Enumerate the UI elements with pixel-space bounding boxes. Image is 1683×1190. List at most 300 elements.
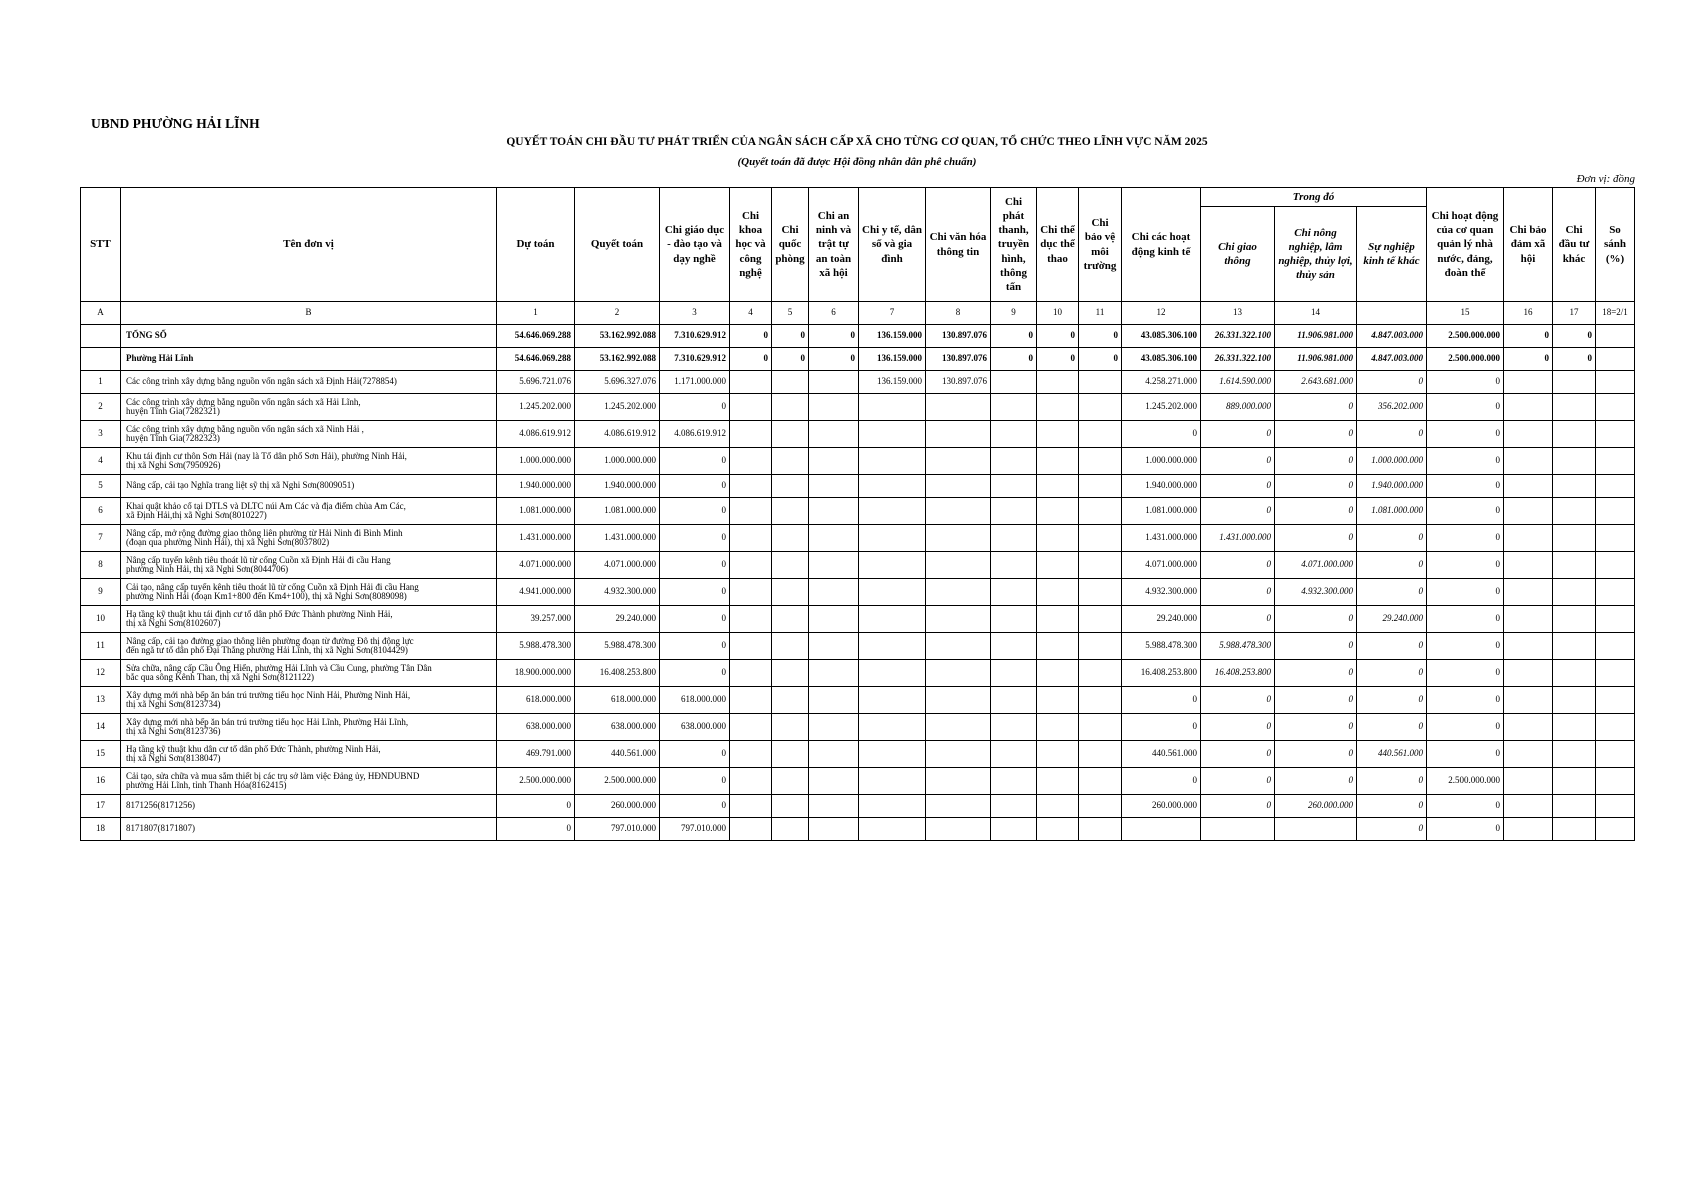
- cell-the-duc: [1037, 633, 1079, 660]
- cell-phat-thanh: [991, 768, 1037, 795]
- cell-du-toan: 1.940.000.000: [497, 475, 575, 498]
- cell-stt: [81, 348, 121, 371]
- cell-phat-thanh: [991, 606, 1037, 633]
- cell-quoc-phong: [772, 795, 809, 818]
- cell-dau-tu-khac: [1553, 818, 1596, 841]
- cell-qlnn: 0: [1427, 394, 1504, 421]
- cell-ten: Nâng cấp, cải tạo Nghĩa trang liệt sỹ thị xã Nghi Sơn(8009051): [121, 475, 497, 498]
- table-row: [81, 421, 1635, 448]
- cell-qlnn: 0: [1427, 633, 1504, 660]
- cell-dau-tu-khac: [1553, 606, 1596, 633]
- cell-qlnn: 0: [1427, 552, 1504, 579]
- cell-su-nghiep: 0: [1357, 633, 1427, 660]
- cell-bao-dam: [1504, 421, 1553, 448]
- cell-stt: 3: [81, 421, 121, 448]
- cell-du-toan: 4.086.619.912: [497, 421, 575, 448]
- cell-ten: Cải tạo, sửa chữa và mua sắm thiết bị các trụ sở làm việc Đảng ủy, HĐNDUBND phường Hải Lĩnh, tỉnh Thanh Hóa(8162415): [121, 768, 497, 795]
- cell-khcn: [730, 475, 772, 498]
- col-header-education: Chi giáo dục - đào tạo và dạy nghề: [660, 188, 730, 302]
- cell-so-sanh: [1596, 552, 1635, 579]
- cell-so-sanh: [1596, 660, 1635, 687]
- cell-su-nghiep: 1.940.000.000: [1357, 475, 1427, 498]
- cell-the-duc: [1037, 795, 1079, 818]
- cell-quoc-phong: [772, 371, 809, 394]
- cell-du-toan: 2.500.000.000: [497, 768, 575, 795]
- cell-giao-thong: 26.331.322.100: [1201, 348, 1275, 371]
- cell-so-sanh: [1596, 768, 1635, 795]
- cell-khcn: [730, 795, 772, 818]
- cell-nong-nghiep: 0: [1275, 660, 1357, 687]
- cell-dau-tu-khac: [1553, 768, 1596, 795]
- col-header-of-which: Trong đó: [1201, 188, 1427, 207]
- cell-so-sanh: [1596, 795, 1635, 818]
- cell-moi-truong: [1079, 741, 1122, 768]
- cell-van-hoa: 130.897.076: [926, 348, 991, 371]
- cell-an-ninh: [809, 475, 859, 498]
- cell-van-hoa: [926, 421, 991, 448]
- cell-van-hoa: [926, 498, 991, 525]
- cell-bao-dam: [1504, 579, 1553, 606]
- cell-giao-duc: 0: [660, 579, 730, 606]
- cell-phat-thanh: [991, 448, 1037, 475]
- column-index-cell: 10: [1037, 302, 1079, 325]
- cell-su-nghiep: 356.202.000: [1357, 394, 1427, 421]
- cell-kinh-te: 16.408.253.800: [1122, 660, 1201, 687]
- cell-nong-nghiep: 0: [1275, 606, 1357, 633]
- cell-so-sanh: [1596, 741, 1635, 768]
- col-header-broadcast: Chi phát thanh, truyền hình, thông tấn: [991, 188, 1037, 302]
- cell-du-toan: 1.000.000.000: [497, 448, 575, 475]
- cell-nong-nghiep: 0: [1275, 421, 1357, 448]
- cell-qlnn: 0: [1427, 371, 1504, 394]
- cell-stt: 5: [81, 475, 121, 498]
- col-header-social-security: Chi bảo đảm xã hội: [1504, 188, 1553, 302]
- cell-van-hoa: [926, 448, 991, 475]
- col-header-stt: STT: [81, 188, 121, 302]
- cell-so-sanh: [1596, 606, 1635, 633]
- cell-phat-thanh: [991, 633, 1037, 660]
- cell-phat-thanh: [991, 498, 1037, 525]
- cell-y-te: [859, 795, 926, 818]
- cell-y-te: [859, 818, 926, 841]
- cell-nong-nghiep: 0: [1275, 448, 1357, 475]
- cell-quyet-toan: 4.932.300.000: [575, 579, 660, 606]
- cell-du-toan: 4.941.000.000: [497, 579, 575, 606]
- cell-quyet-toan: 5.696.327.076: [575, 371, 660, 394]
- cell-ten: Các công trình xây dựng bằng nguồn vốn ngân sách xã Định Hải(7278854): [121, 371, 497, 394]
- cell-quyet-toan: 29.240.000: [575, 606, 660, 633]
- cell-moi-truong: [1079, 633, 1122, 660]
- cell-an-ninh: [809, 421, 859, 448]
- col-header-security: Chi an ninh và trật tự an toàn xã hội: [809, 188, 859, 302]
- cell-khcn: [730, 818, 772, 841]
- table-row: [81, 475, 1635, 498]
- table-body: [81, 302, 1635, 841]
- cell-quyet-toan: 2.500.000.000: [575, 768, 660, 795]
- cell-du-toan: 5.988.478.300: [497, 633, 575, 660]
- cell-quyet-toan: 1.431.000.000: [575, 525, 660, 552]
- cell-giao-duc: 0: [660, 448, 730, 475]
- cell-su-nghiep: 4.847.003.000: [1357, 348, 1427, 371]
- cell-phat-thanh: [991, 660, 1037, 687]
- cell-van-hoa: [926, 768, 991, 795]
- cell-giao-thong: 1.614.590.000: [1201, 371, 1275, 394]
- cell-dau-tu-khac: [1553, 448, 1596, 475]
- cell-nong-nghiep: [1275, 818, 1357, 841]
- report-title: QUYẾT TOÁN CHI ĐẦU TƯ PHÁT TRIỂN CỦA NGÂN SÁCH CẤP XÃ CHO TỪNG CƠ QUAN, TỔ CHỨC THEO LĨNH VỰC NĂM 2025: [506, 136, 1208, 148]
- column-index-cell: 15: [1427, 302, 1504, 325]
- cell-giao-thong: 0: [1201, 552, 1275, 579]
- cell-kinh-te: 1.000.000.000: [1122, 448, 1201, 475]
- cell-so-sanh: [1596, 818, 1635, 841]
- cell-van-hoa: [926, 525, 991, 552]
- cell-stt: 16: [81, 768, 121, 795]
- cell-kinh-te: 0: [1122, 768, 1201, 795]
- cell-dau-tu-khac: [1553, 525, 1596, 552]
- cell-quoc-phong: [772, 498, 809, 525]
- cell-nong-nghiep: 0: [1275, 741, 1357, 768]
- cell-kinh-te: 4.932.300.000: [1122, 579, 1201, 606]
- cell-giao-duc: 638.000.000: [660, 714, 730, 741]
- cell-phat-thanh: [991, 552, 1037, 579]
- cell-giao-duc: 0: [660, 525, 730, 552]
- table-row: [81, 818, 1635, 841]
- cell-ten: Các công trình xây dựng bằng nguồn vốn ngân sách xã Ninh Hải , huyện Tĩnh Gia(7282323): [121, 421, 497, 448]
- cell-moi-truong: 0: [1079, 348, 1122, 371]
- cell-y-te: [859, 394, 926, 421]
- cell-phat-thanh: [991, 714, 1037, 741]
- cell-stt: 12: [81, 660, 121, 687]
- cell-qlnn: 0: [1427, 795, 1504, 818]
- cell-qlnn: 2.500.000.000: [1427, 348, 1504, 371]
- cell-y-te: 136.159.000: [859, 371, 926, 394]
- table-row: [81, 741, 1635, 768]
- cell-y-te: [859, 741, 926, 768]
- cell-an-ninh: [809, 498, 859, 525]
- column-index-cell: 1: [497, 302, 575, 325]
- col-header-unit-name: Tên đơn vị: [121, 188, 497, 302]
- cell-khcn: [730, 421, 772, 448]
- cell-stt: 6: [81, 498, 121, 525]
- cell-an-ninh: [809, 579, 859, 606]
- cell-van-hoa: [926, 714, 991, 741]
- cell-nong-nghiep: 2.643.681.000: [1275, 371, 1357, 394]
- cell-su-nghiep: 29.240.000: [1357, 606, 1427, 633]
- cell-bao-dam: [1504, 394, 1553, 421]
- cell-giao-thong: 0: [1201, 795, 1275, 818]
- cell-qlnn: 0: [1427, 498, 1504, 525]
- cell-kinh-te: 4.071.000.000: [1122, 552, 1201, 579]
- table-row: [81, 498, 1635, 525]
- cell-phat-thanh: [991, 421, 1037, 448]
- column-index-cell: 9: [991, 302, 1037, 325]
- cell-giao-thong: 0: [1201, 714, 1275, 741]
- cell-stt: [81, 325, 121, 348]
- cell-ten: Nâng cấp, mở rộng đường giao thông liên phường từ Hải Ninh đi Bình Minh (đoạn qua phường Ninh Hải), thị xã Nghi Sơn(8037802): [121, 525, 497, 552]
- cell-nong-nghiep: 0: [1275, 475, 1357, 498]
- cell-kinh-te: 5.988.478.300: [1122, 633, 1201, 660]
- column-index-cell: 5: [772, 302, 809, 325]
- cell-bao-dam: [1504, 795, 1553, 818]
- cell-ten: Cải tạo, nâng cấp tuyến kênh tiêu thoát lũ từ cống Cuồn xã Định Hải đi cầu Hang phường Ninh Hải (đoạn Km1+800 đến Km4+100), thị xã Nghi Sơn(8089098): [121, 579, 497, 606]
- cell-ten: Hạ tầng kỹ thuật khu dân cư tổ dân phố Đức Thành, phường Ninh Hải, thị xã Nghi Sơn(8138047): [121, 741, 497, 768]
- cell-moi-truong: [1079, 687, 1122, 714]
- cell-kinh-te: 43.085.306.100: [1122, 325, 1201, 348]
- cell-van-hoa: [926, 475, 991, 498]
- cell-giao-thong: 0: [1201, 741, 1275, 768]
- cell-su-nghiep: 0: [1357, 525, 1427, 552]
- cell-phat-thanh: [991, 795, 1037, 818]
- summary-row: [81, 325, 1635, 348]
- col-header-comparison: So sánh (%): [1596, 188, 1635, 302]
- cell-quoc-phong: [772, 768, 809, 795]
- cell-y-te: [859, 660, 926, 687]
- cell-kinh-te: 0: [1122, 421, 1201, 448]
- cell-qlnn: 0: [1427, 687, 1504, 714]
- cell-giao-thong: [1201, 818, 1275, 841]
- cell-quoc-phong: [772, 525, 809, 552]
- column-index-cell: 16: [1504, 302, 1553, 325]
- cell-quyet-toan: 638.000.000: [575, 714, 660, 741]
- col-header-other-investment: Chi đầu tư khác: [1553, 188, 1596, 302]
- cell-dau-tu-khac: [1553, 552, 1596, 579]
- cell-dau-tu-khac: [1553, 795, 1596, 818]
- cell-moi-truong: [1079, 818, 1122, 841]
- table-row: [81, 633, 1635, 660]
- cell-du-toan: 1.245.202.000: [497, 394, 575, 421]
- cell-nong-nghiep: 260.000.000: [1275, 795, 1357, 818]
- cell-quoc-phong: [772, 660, 809, 687]
- cell-an-ninh: [809, 687, 859, 714]
- cell-bao-dam: [1504, 552, 1553, 579]
- cell-an-ninh: [809, 448, 859, 475]
- cell-bao-dam: [1504, 768, 1553, 795]
- cell-the-duc: [1037, 579, 1079, 606]
- cell-moi-truong: [1079, 714, 1122, 741]
- cell-giao-thong: 0: [1201, 768, 1275, 795]
- cell-moi-truong: [1079, 660, 1122, 687]
- cell-moi-truong: [1079, 552, 1122, 579]
- cell-dau-tu-khac: [1553, 579, 1596, 606]
- cell-giao-duc: 618.000.000: [660, 687, 730, 714]
- column-index-cell: 18=2/1: [1596, 302, 1635, 325]
- table-row: [81, 606, 1635, 633]
- cell-quyet-toan: 4.086.619.912: [575, 421, 660, 448]
- cell-dau-tu-khac: 0: [1553, 348, 1596, 371]
- cell-kinh-te: 0: [1122, 687, 1201, 714]
- cell-van-hoa: [926, 818, 991, 841]
- cell-quoc-phong: [772, 818, 809, 841]
- cell-phat-thanh: 0: [991, 348, 1037, 371]
- cell-an-ninh: [809, 660, 859, 687]
- cell-stt: 18: [81, 818, 121, 841]
- cell-ten: Các công trình xây dựng bằng nguồn vốn ngân sách xã Hải Lĩnh, huyện Tĩnh Gia(7282321): [121, 394, 497, 421]
- cell-khcn: [730, 579, 772, 606]
- cell-y-te: [859, 525, 926, 552]
- cell-y-te: [859, 475, 926, 498]
- cell-quoc-phong: 0: [772, 348, 809, 371]
- cell-quyet-toan: 260.000.000: [575, 795, 660, 818]
- cell-stt: 10: [81, 606, 121, 633]
- cell-stt: 9: [81, 579, 121, 606]
- cell-y-te: [859, 579, 926, 606]
- cell-bao-dam: [1504, 525, 1553, 552]
- cell-khcn: [730, 606, 772, 633]
- cell-an-ninh: [809, 795, 859, 818]
- cell-kinh-te: [1122, 818, 1201, 841]
- cell-giao-duc: 0: [660, 660, 730, 687]
- cell-y-te: [859, 606, 926, 633]
- header-row-top: [81, 188, 1635, 207]
- cell-quyet-toan: 440.561.000: [575, 741, 660, 768]
- cell-so-sanh: [1596, 394, 1635, 421]
- cell-phat-thanh: [991, 371, 1037, 394]
- cell-moi-truong: [1079, 448, 1122, 475]
- column-index-cell: 11: [1079, 302, 1122, 325]
- cell-su-nghiep: 0: [1357, 421, 1427, 448]
- cell-an-ninh: 0: [809, 348, 859, 371]
- cell-van-hoa: [926, 660, 991, 687]
- cell-quoc-phong: [772, 448, 809, 475]
- cell-qlnn: 0: [1427, 714, 1504, 741]
- cell-so-sanh: [1596, 714, 1635, 741]
- cell-an-ninh: [809, 818, 859, 841]
- cell-giao-thong: 0: [1201, 687, 1275, 714]
- cell-dau-tu-khac: [1553, 633, 1596, 660]
- cell-giao-duc: 0: [660, 768, 730, 795]
- cell-so-sanh: [1596, 448, 1635, 475]
- cell-kinh-te: 1.081.000.000: [1122, 498, 1201, 525]
- cell-phat-thanh: [991, 475, 1037, 498]
- cell-nong-nghiep: 0: [1275, 498, 1357, 525]
- cell-dau-tu-khac: [1553, 660, 1596, 687]
- cell-giao-duc: 0: [660, 633, 730, 660]
- cell-khcn: [730, 371, 772, 394]
- cell-the-duc: [1037, 552, 1079, 579]
- cell-nong-nghiep: 0: [1275, 394, 1357, 421]
- cell-an-ninh: [809, 552, 859, 579]
- column-index-cell: 14: [1275, 302, 1357, 325]
- cell-quoc-phong: [772, 741, 809, 768]
- cell-the-duc: [1037, 475, 1079, 498]
- cell-qlnn: 0: [1427, 660, 1504, 687]
- cell-su-nghiep: 0: [1357, 768, 1427, 795]
- col-header-estimate: Dự toán: [497, 188, 575, 302]
- cell-du-toan: 4.071.000.000: [497, 552, 575, 579]
- cell-quyet-toan: 53.162.992.088: [575, 348, 660, 371]
- cell-su-nghiep: 0: [1357, 795, 1427, 818]
- cell-phat-thanh: [991, 394, 1037, 421]
- cell-van-hoa: [926, 579, 991, 606]
- cell-su-nghiep: 0: [1357, 687, 1427, 714]
- cell-quyet-toan: 1.081.000.000: [575, 498, 660, 525]
- cell-phat-thanh: [991, 687, 1037, 714]
- cell-su-nghiep: 0: [1357, 371, 1427, 394]
- cell-moi-truong: [1079, 421, 1122, 448]
- cell-quoc-phong: 0: [772, 325, 809, 348]
- cell-ten: TỔNG SỐ: [121, 325, 497, 348]
- cell-the-duc: [1037, 768, 1079, 795]
- table-row: [81, 660, 1635, 687]
- cell-the-duc: 0: [1037, 325, 1079, 348]
- table-row: [81, 768, 1635, 795]
- column-index-cell: B: [121, 302, 497, 325]
- column-index-cell: A: [81, 302, 121, 325]
- cell-giao-thong: 16.408.253.800: [1201, 660, 1275, 687]
- cell-dau-tu-khac: [1553, 371, 1596, 394]
- table-row: [81, 552, 1635, 579]
- cell-van-hoa: [926, 633, 991, 660]
- cell-moi-truong: [1079, 371, 1122, 394]
- cell-van-hoa: [926, 394, 991, 421]
- cell-dau-tu-khac: [1553, 394, 1596, 421]
- cell-quyet-toan: 5.988.478.300: [575, 633, 660, 660]
- cell-the-duc: [1037, 660, 1079, 687]
- cell-giao-duc: 0: [660, 498, 730, 525]
- cell-bao-dam: [1504, 660, 1553, 687]
- cell-khcn: [730, 525, 772, 552]
- cell-an-ninh: [809, 633, 859, 660]
- cell-quoc-phong: [772, 394, 809, 421]
- cell-dau-tu-khac: [1553, 714, 1596, 741]
- cell-an-ninh: [809, 606, 859, 633]
- cell-an-ninh: [809, 371, 859, 394]
- cell-bao-dam: [1504, 448, 1553, 475]
- cell-khcn: [730, 741, 772, 768]
- cell-quyet-toan: 16.408.253.800: [575, 660, 660, 687]
- cell-y-te: [859, 552, 926, 579]
- cell-quoc-phong: [772, 714, 809, 741]
- table-row: [81, 687, 1635, 714]
- cell-nong-nghiep: 0: [1275, 714, 1357, 741]
- cell-qlnn: 2.500.000.000: [1427, 325, 1504, 348]
- cell-an-ninh: [809, 394, 859, 421]
- cell-qlnn: 0: [1427, 421, 1504, 448]
- cell-giao-thong: 0: [1201, 579, 1275, 606]
- cell-ten: Khu tái định cư thôn Sơn Hải (nay là Tổ dân phố Sơn Hải), phường Ninh Hải, thị xã Nghi Sơn(7950926): [121, 448, 497, 475]
- cell-nong-nghiep: 0: [1275, 687, 1357, 714]
- cell-kinh-te: 0: [1122, 714, 1201, 741]
- table-row: [81, 394, 1635, 421]
- cell-stt: 17: [81, 795, 121, 818]
- cell-su-nghiep: 0: [1357, 579, 1427, 606]
- cell-giao-duc: 797.010.000: [660, 818, 730, 841]
- cell-su-nghiep: 0: [1357, 818, 1427, 841]
- cell-y-te: [859, 768, 926, 795]
- cell-nong-nghiep: 4.071.000.000: [1275, 552, 1357, 579]
- cell-quoc-phong: [772, 633, 809, 660]
- cell-dau-tu-khac: [1553, 741, 1596, 768]
- cell-nong-nghiep: 11.906.981.000: [1275, 348, 1357, 371]
- cell-stt: 11: [81, 633, 121, 660]
- cell-giao-duc: 0: [660, 552, 730, 579]
- cell-giao-thong: 889.000.000: [1201, 394, 1275, 421]
- cell-the-duc: [1037, 448, 1079, 475]
- cell-van-hoa: [926, 687, 991, 714]
- cell-ten: 8171256(8171256): [121, 795, 497, 818]
- cell-du-toan: 5.696.721.076: [497, 371, 575, 394]
- cell-qlnn: 0: [1427, 741, 1504, 768]
- cell-y-te: [859, 498, 926, 525]
- cell-so-sanh: [1596, 498, 1635, 525]
- cell-kinh-te: 4.258.271.000: [1122, 371, 1201, 394]
- cell-kinh-te: 43.085.306.100: [1122, 348, 1201, 371]
- cell-van-hoa: [926, 606, 991, 633]
- cell-ten: Xây dựng mới nhà bếp ăn bán trú trường tiểu học Hải Lĩnh, Phường Hải Lĩnh, thị xã Nghi Sơn(8123736): [121, 714, 497, 741]
- cell-giao-thong: 26.331.322.100: [1201, 325, 1275, 348]
- cell-khcn: 0: [730, 348, 772, 371]
- column-index-cell: [1357, 302, 1427, 325]
